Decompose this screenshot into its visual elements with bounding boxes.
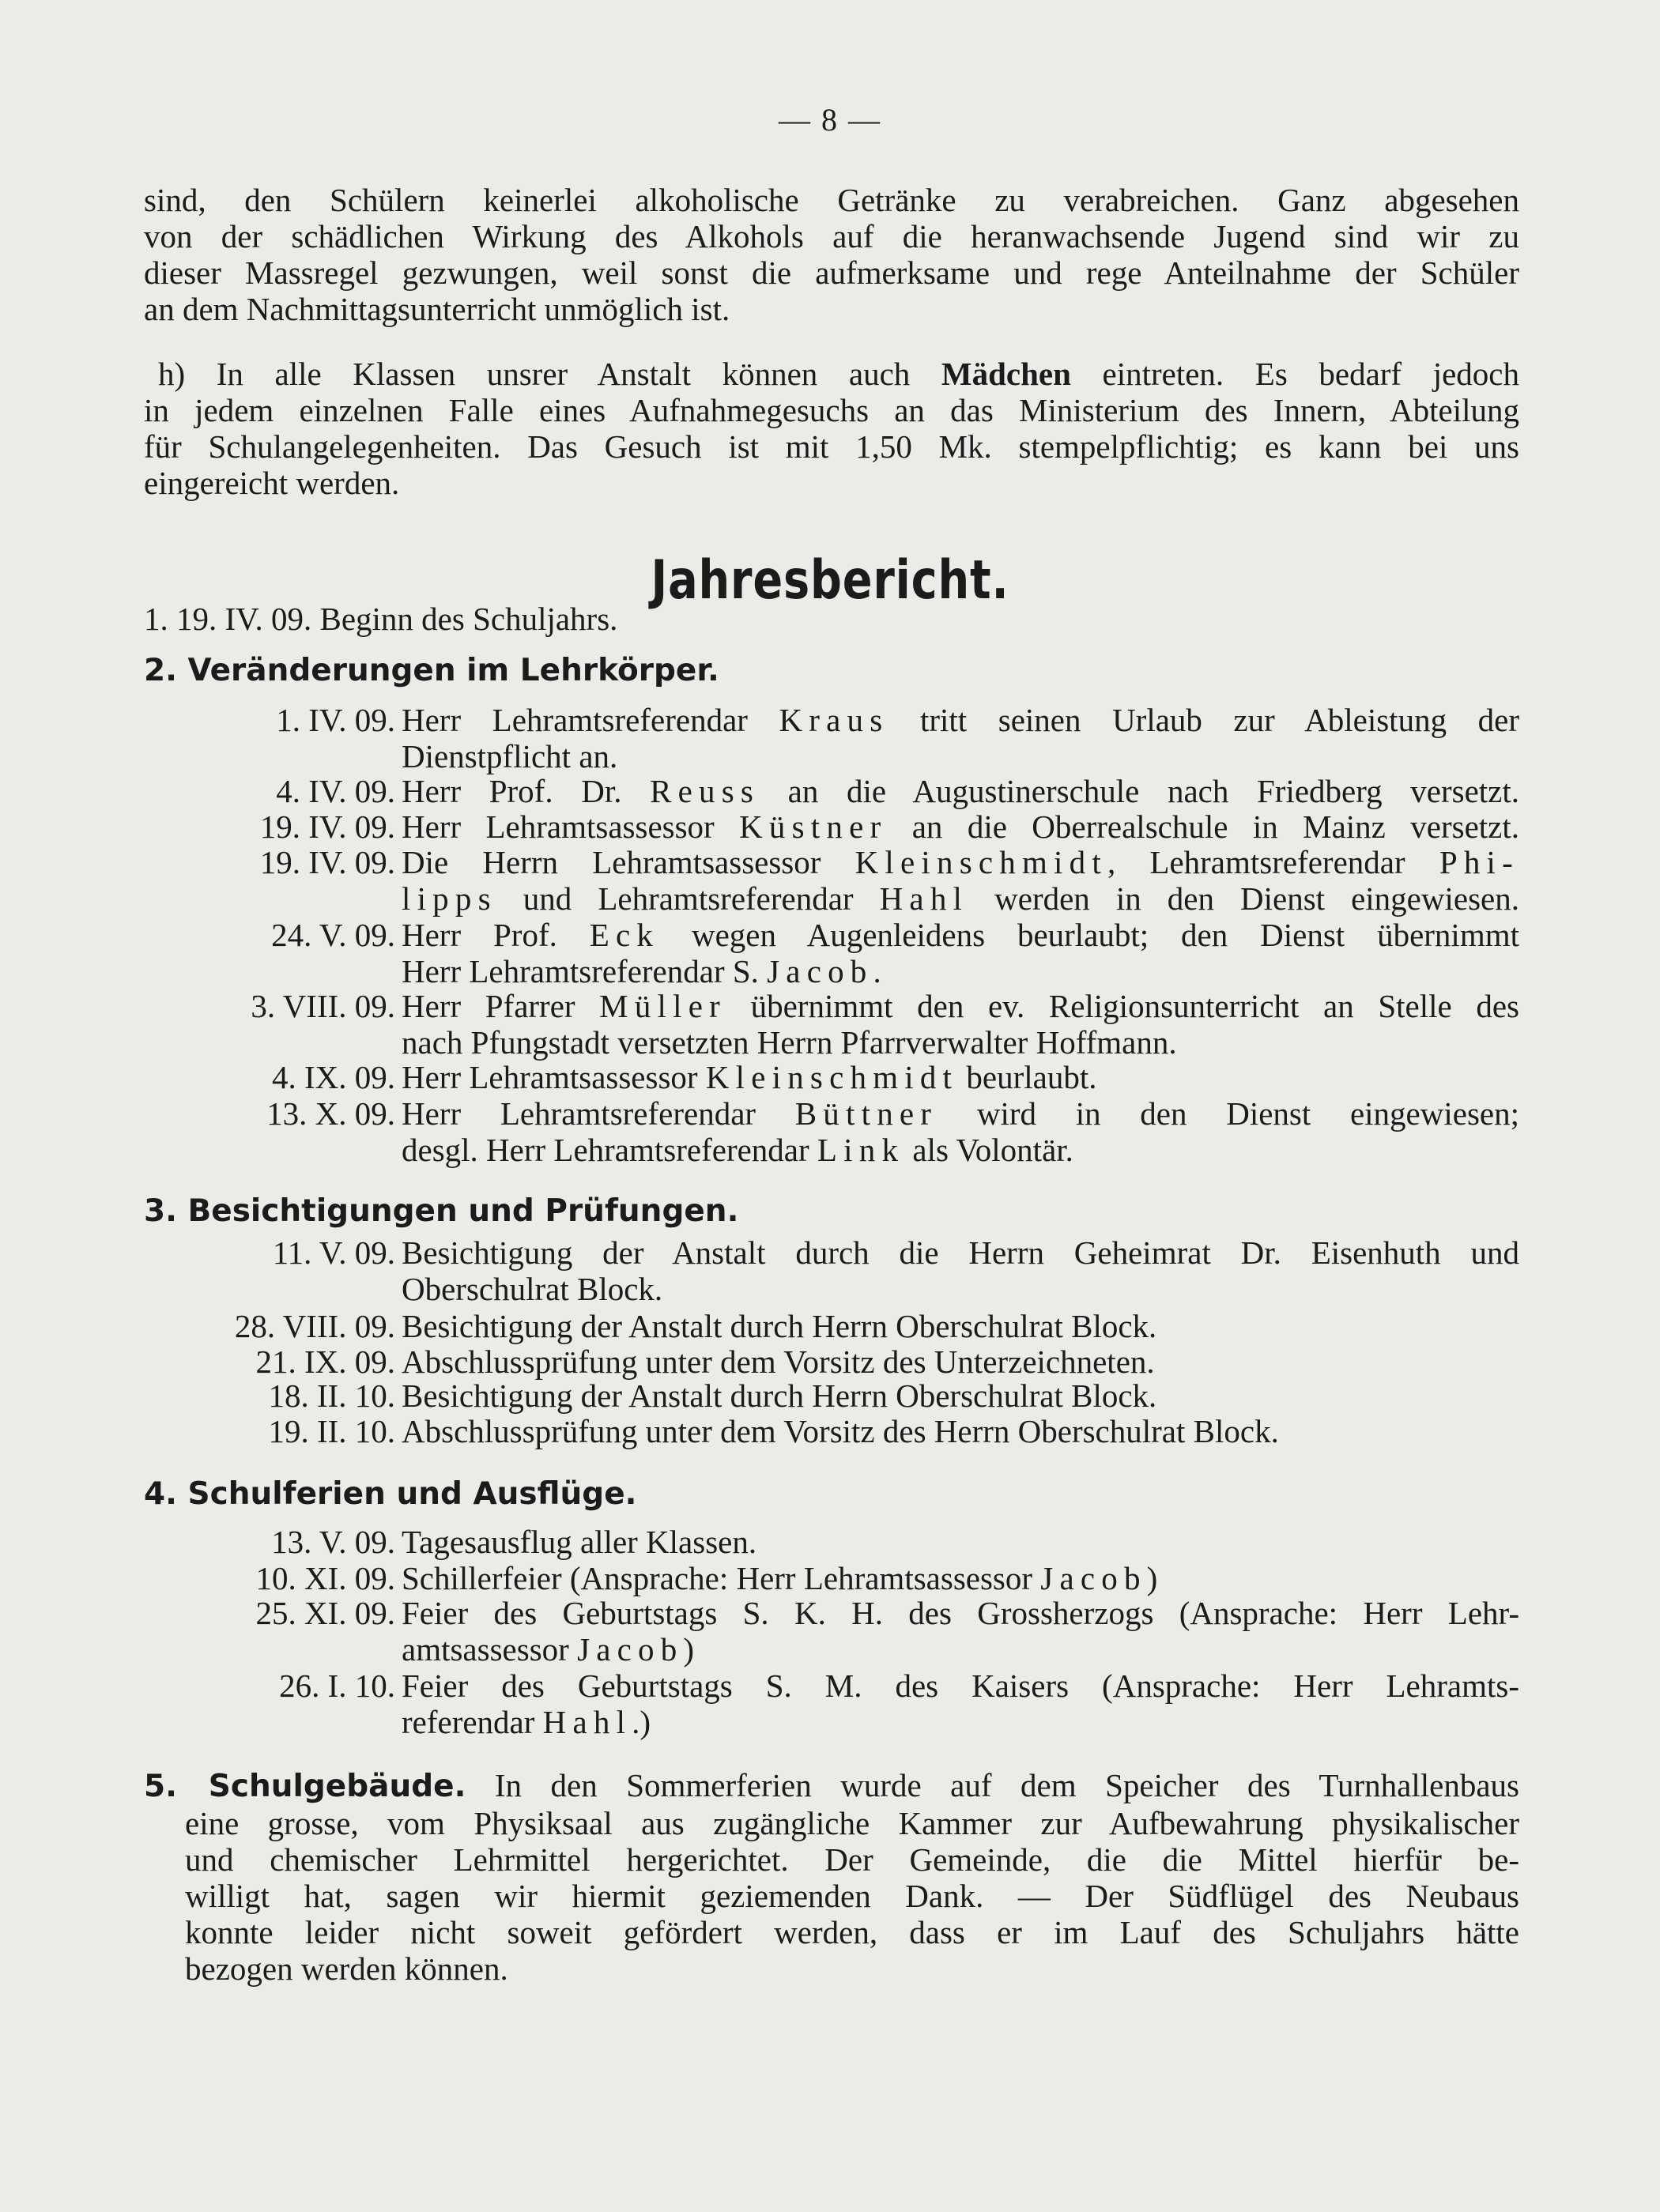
section-5-heading: 5. Schulgebäude. [144, 1769, 466, 1804]
section-5: 5. Schulgebäude. In den Sommerferien wurde auf dem Speicher des Turnhallenbaus eine grosse, vom Physiksaal aus zugängliche Kammer zur Aufbewahrung physikalischer und chemischer Lehrmittel hergerichtet. Der Gemeinde, die die Mittel hierfür be- willigt hat, sagen wir hiermit geziemenden Dank. — Der Südflügel des Neubaus konnte leider nicht soweit gefördert werden, dass er im Lauf des Schuljahrs hätte bezogen werden können. [144, 1767, 1519, 1987]
section-3-heading: 3. Besichtigungen und Prüfungen. [144, 1193, 739, 1229]
text-line: an dem Nachmittagsunterricht unmöglich ist. [144, 291, 730, 327]
text-line: in jedem einzelnen Falle eines Aufnahmegesuchs an das Ministerium des Innern, Abteilung [144, 392, 1519, 428]
emphasis-maedchen: Mädchen [941, 356, 1071, 392]
paragraph-h [144, 356, 1519, 501]
intro-paragraph [144, 182, 1519, 327]
section-title: Jahresbericht. [651, 549, 1009, 612]
text-line: von der schädlichen Wirkung des Alkohols auf die heranwachsende Jugend sind wir zu [144, 218, 1519, 254]
section-2-heading: 2. Veränderungen im Lehrkörper. [144, 653, 719, 688]
text-line: sind, den Schülern keinerlei alkoholische Getränke zu verabreichen. Ganz abgesehen [144, 182, 1519, 218]
text-line: eingereicht werden. [144, 465, 400, 501]
text-line: für Schulangelegenheiten. Das Gesuch ist mit 1,50 Mk. stempelpflichtig; es kann bei uns [144, 428, 1519, 465]
page-number: — 8 — [779, 102, 881, 138]
section-4-heading: 4. Schulferien und Ausflüge. [144, 1476, 637, 1512]
section-1: 1. 19. IV. 09. Beginn des Schuljahrs. [144, 601, 618, 637]
text-line: h) In alle Klassen unsrer Anstalt können auch Mädchen eintreten. Es bedarf jedoch [158, 356, 1519, 392]
document-page: — 8 — sind, den Schülern keinerlei alkoholische Getränke zu verabreichen. Ganz abgesehen von der schädlichen Wirkung des Alkohols auf die heranwachsende Jugend sind wir zu dieser Massregel gezwungen, weil sonst die aufmerksame und rege Anteilnahme der Schüler an dem Nachmittagsunterricht unmöglich ist. h) In alle Klassen unsrer Anstalt können auch Mädchen eintreten. Es bedarf jedoch in jedem einzelnen Falle eines Aufnahmegesuchs an das Ministerium des Innern, Abteilung für Schulangelegenheiten. Das Gesuch ist mit 1,50 Mk. stempelpflichtig; es kann bei uns eingereicht werden. Jahresbericht. 1. 19. IV. 09. Beginn des Schuljahrs. 2. Veränderungen im Lehrkörper. 1. IV. 09. Herr Lehramtsreferendar Kraus tritt seinen Urlaub zur Ableistung der Dienstpflicht an. 4. IV. 09. Herr Prof. Dr. Reuss an die Augustinerschule nach Friedberg versetzt. 19. IV. 09. Herr Lehramtsassessor Küstner an die Oberrealschule in Mainz versetzt. 19. IV. 09. Die Herrn Lehramtsassessor Kleinschmidt, Lehramtsreferendar Phi- lipps und Lehramtsreferendar Hahl werden in den Dienst eingewiesen. 24. V. 09. Herr Prof. Eck wegen Augenleidens beurlaubt; den Dienst übernimmt Herr Lehramtsreferendar S. Jacob. 3. VIII. 09. Herr Pfarrer Müller übernimmt den ev. Religionsunterricht an Stelle des nach Pfungstadt versetzten Herrn Pfarrverwalter Hoffmann. 4. IX. 09. Herr Lehramtsassessor Kleinschmidt beurlaubt. 13. X. 09. Herr Lehramtsreferendar Büttner wird in den Dienst eingewiesen; desgl. Herr Lehramtsreferendar Link als Volontär. 3. Besichtigungen und Prüfungen. 11. V. 09. Besichtigung der Anstalt durch die Herrn Geheimrat Dr. Eisenhuth und Oberschulrat Block. 28. VIII. 09. Besichtigung der Anstalt durch Herrn Oberschulrat Block. 21. IX. 09. Abschlussprüfung unter dem Vorsitz des Unterzeichneten. 18. II. 10. Besichtigung der Anstalt durch Herrn Oberschulrat Block. 19. II. 10. Abschlussprüfung unter dem Vorsitz des Herrn Oberschulrat Block. 4. Schulferien und Ausflüge. 13. V. 09. Tagesausflug aller Klassen. 10. XI. 09. Schillerfeier (Ansprache: Herr Lehramtsassessor Jacob) 25. XI. 09. Feier des Geburtstags S. K. H. des Grossherzogs (Ansprache: Herr Lehr- amtsassessor Jacob) 26. I. 10. Feier des Geburtstags S. M. des Kaisers (Ansprache: Herr Lehramts- referendar Hahl.) 5. Schulgebäude. In den Sommerferien wurde auf dem Speicher des Turnhallenbaus eine grosse, vom Physiksaal aus zugängliche Kammer zur Aufbewahrung physikalischer und chemischer Lehrmittel hergerichtet. Der Gemeinde, die die Mittel hierfür be- willigt hat, sagen wir hiermit geziemenden Dank. — Der Südflügel des Neubaus konnte leider nicht soweit gefördert werden, dass er im Lauf des Schuljahrs hätte bezogen werden können. [0, 0, 1660, 2212]
text-line: dieser Massregel gezwungen, weil sonst die aufmerksame und rege Anteilnahme der Schüler [144, 254, 1519, 291]
